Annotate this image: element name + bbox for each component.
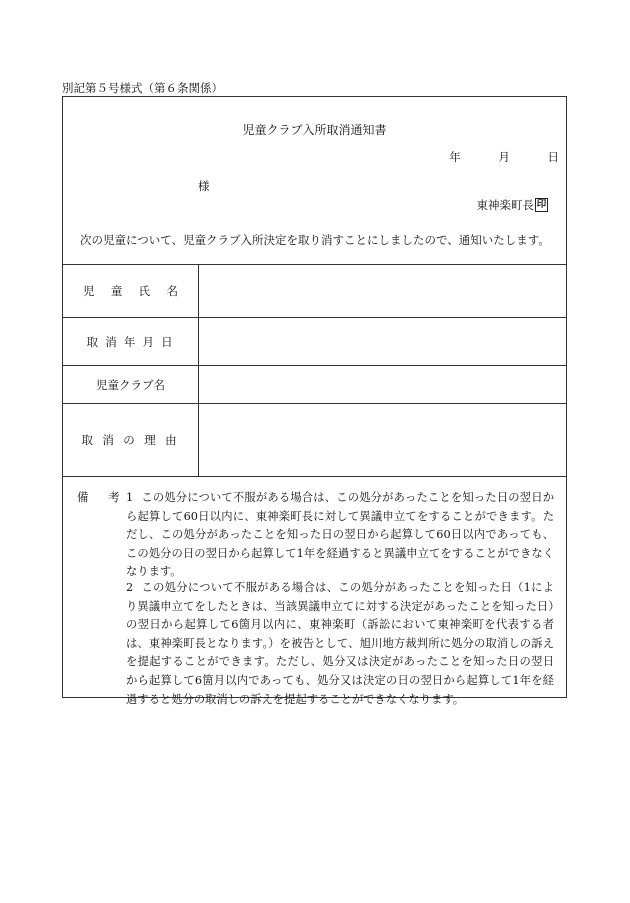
intro-text: 次の児童について、児童クラブ入所決定を取り消すことにしましたので、通知いたします。 xyxy=(80,233,550,247)
date-year: 年 xyxy=(449,150,461,164)
document-title: 児童クラブ入所取消通知書 xyxy=(242,123,387,137)
notice-header xyxy=(63,97,566,264)
remark-text: この処分について不服がある場合は、この処分があったことを知った日（1により異議申立てをしたときは、当該異議申立てに対する決定があったことを知った日）の翌日から起算して6箇月以内に、東神楽町（訴訟において東神楽町を代表する者は、東神楽町長となります。）を被告として、旭川地方裁判所に処分の取消しの訴えを提起することができます。ただし、処分又は決定があったことを知った日の翌日から起算して6箇月以内であっても、処分又は決定の日の翌日から起算して1年を経過すると処分の取消しの訴えを提起することができなくなります。 xyxy=(126,581,554,706)
remark-item xyxy=(126,489,554,582)
date-day: 日 xyxy=(547,150,559,164)
table-row xyxy=(63,366,566,404)
issue-date xyxy=(449,149,559,165)
addressee: 様 xyxy=(198,179,210,193)
remark-text: この処分について不服がある場合は、この処分があったことを知った日の翌日から起算して60日以内に、東神楽町長に対して異議申立てをすることができます。ただし、この処分があったことを知った日の翌日から起算して60日以内であっても、この処分の日の翌日から起算して1年を経過すると異議申立てをすることができなくなります。 xyxy=(126,491,554,579)
remarks-section xyxy=(63,476,566,706)
remarks-heading: 備 考 xyxy=(77,490,128,504)
date-month: 月 xyxy=(498,150,510,164)
table-row xyxy=(63,318,566,366)
form-number-label: 別記第５号様式（第６条関係） xyxy=(62,81,223,95)
field-label-cancel-date: 取 消 年 月 日 xyxy=(63,318,199,366)
remark-number: 2 xyxy=(126,581,134,594)
issuer xyxy=(477,197,549,213)
table-row xyxy=(63,265,566,318)
field-label-club-name: 児童クラブ名 xyxy=(63,366,199,404)
field-label-child-name: 児 童 氏 名 xyxy=(63,265,199,318)
field-value-club-name xyxy=(199,366,567,404)
seal-stamp: 印 xyxy=(536,199,547,210)
remark-item xyxy=(126,579,554,709)
table-row xyxy=(63,404,566,477)
field-value-cancel-reason xyxy=(199,404,567,477)
issuer-name: 東神楽町長 xyxy=(476,198,534,212)
remark-number: 1 xyxy=(126,491,134,504)
field-value-cancel-date xyxy=(199,318,567,366)
field-value-child-name xyxy=(199,265,567,318)
field-label-cancel-reason: 取 消 の 理 由 xyxy=(63,404,199,477)
details-table xyxy=(63,264,566,477)
notice-form xyxy=(62,96,567,706)
